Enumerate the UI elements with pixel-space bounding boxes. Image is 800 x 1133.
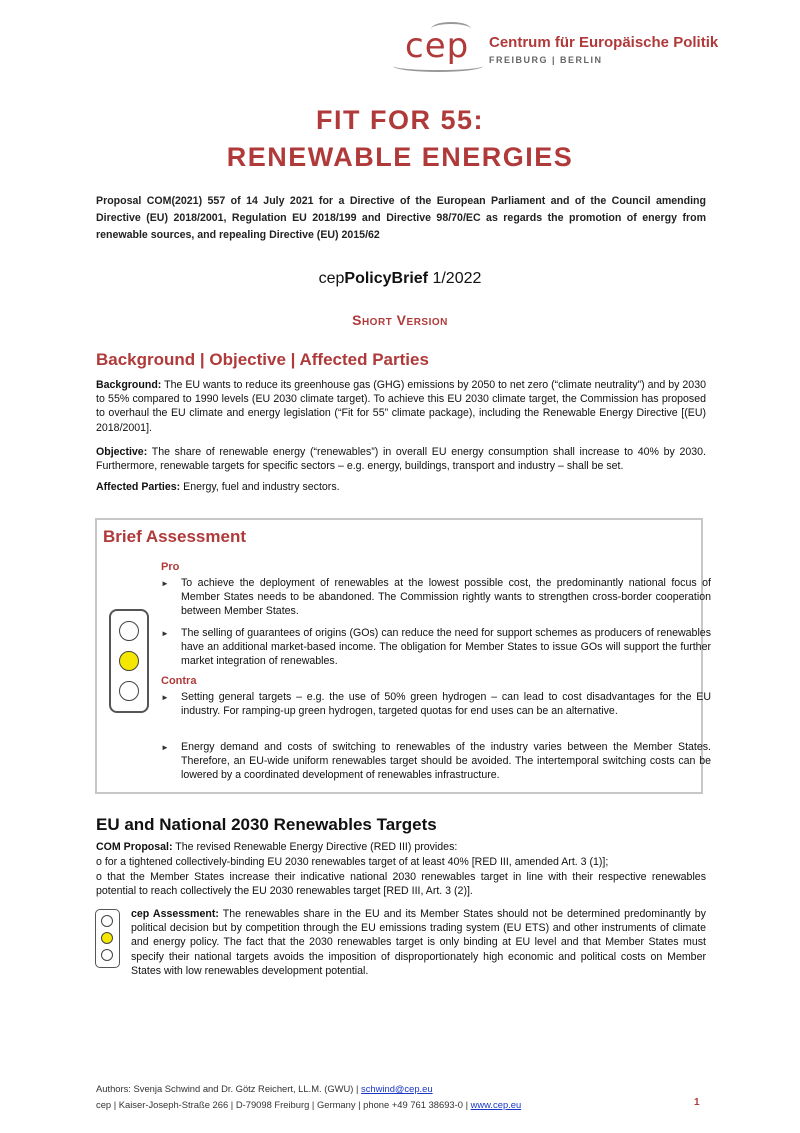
short-version-label: Short Version	[352, 312, 448, 328]
cep-logo	[393, 22, 773, 74]
brief-assessment-heading: Brief Assessment	[103, 527, 246, 546]
pro-label: Pro	[161, 561, 180, 573]
author-email-link[interactable]: schwind@cep.eu	[361, 1083, 433, 1094]
targets-heading: EU and National 2030 Renewables Targets	[96, 815, 437, 834]
bullet-triangle-icon: ►	[161, 743, 169, 752]
traffic-light-middle-lamp	[119, 651, 139, 671]
affected-parties-paragraph	[96, 480, 706, 494]
footer-authors-line	[96, 1081, 706, 1097]
target-list-item	[96, 870, 706, 898]
org-name: Centrum für Europäische Politik	[489, 34, 719, 51]
traffic-light-top-lamp	[119, 621, 139, 641]
footer-address-line	[96, 1097, 706, 1113]
objective-text: The share of renewable energy (“renewables”) in overall EU energy consumption shall increase to 40% by 2030. Furthermore, renewable targets for specific sectors – e.g. energy, buildings, transport and industry – shall be set.	[96, 446, 706, 473]
policy-brief-number: 1/2022	[432, 270, 482, 287]
bullet-triangle-icon: ►	[161, 693, 169, 702]
logo-text: cep	[405, 26, 470, 66]
traffic-light-bottom-lamp	[119, 681, 139, 701]
pro-item	[161, 626, 711, 669]
target-list-item-text: that the Member States increase their indicative national 2030 renewables target in line with their respective renewables potential to reach collectively the EU 2030 renewables target [RED III, Art. 3 (2)].	[96, 871, 706, 898]
org-locations: FREIBURG | BERLIN	[489, 55, 603, 65]
target-list-item	[96, 855, 706, 869]
policy-brief-bold: PolicyBrief	[344, 270, 428, 287]
com-proposal-paragraph	[96, 840, 706, 854]
contra-item-text: Energy demand and costs of switching to renewables of the industry varies between the Member States. Therefore, an EU-wide uniform renewables target should be avoided. The intertemporal switching costs can be lowered by a coordinated development of renewables infrastructure.	[181, 741, 711, 782]
contra-item	[161, 740, 711, 783]
objective-label: Objective:	[96, 446, 148, 458]
list-bullet-icon: o	[96, 871, 108, 883]
background-heading: Background | Objective | Affected Parties	[96, 350, 429, 369]
proposal-reference: Proposal COM(2021) 557 of 14 July 2021 for a Directive of the European Parliament and of the Council amending Directive (EU) 2018/2001, Regulation EU 2018/199 and Directive 98/70/EC as regards the promotion of energy from renewable sources, and repealing Directive (EU) 2015/62	[96, 195, 706, 241]
traffic-light-icon	[109, 609, 149, 713]
objective-paragraph	[96, 445, 706, 473]
traffic-light-middle-lamp	[101, 932, 113, 944]
page-title-line-1: FIT FOR 55:	[315, 105, 484, 135]
com-proposal-label: COM Proposal:	[96, 841, 173, 853]
page-title-line-2: RENEWABLE ENERGIES	[226, 142, 574, 172]
contra-item-text: Setting general targets – e.g. the use of 50% green hydrogen – can lead to cost disadvantages for the EU industry. For ramping-up green hydrogen, targeted quotas for end uses can be an alternative.	[181, 691, 711, 718]
pro-item-text: The selling of guarantees of origins (GOs) can reduce the need for support schemes as producers of renewables have an additional market-based income. The obligation for Member States to issue GOs will support the further market integration of renewables.	[181, 627, 711, 668]
target-list-item-text: for a tightened collectively-binding EU 2030 renewables target of at least 40% [RED III, amended Art. 3 (1)];	[104, 856, 609, 868]
website-link[interactable]: www.cep.eu	[470, 1099, 522, 1110]
contra-item	[161, 690, 711, 718]
policy-brief-prefix: cep	[318, 270, 345, 287]
com-proposal-text: The revised Renewable Energy Directive (RED III) provides:	[175, 841, 458, 853]
background-paragraph	[96, 378, 706, 435]
cep-assessment-label: cep Assessment:	[131, 908, 219, 920]
list-bullet-icon: o	[96, 856, 105, 868]
policy-brief-label	[0, 270, 800, 288]
footer	[96, 1081, 706, 1113]
pro-item-text: To achieve the deployment of renewables at the lowest possible cost, the predominantly national focus of Member States needs to be abandoned. The Commission rightly wants to strengthen cross-border cooperation between Member States.	[181, 577, 711, 618]
bullet-triangle-icon: ►	[161, 579, 169, 588]
background-text: The EU wants to reduce its greenhouse gas (GHG) emissions by 2050 to net zero (“climate neutrality”) and by 2030 to 55% compared to 1990 levels (EU 2030 climate target). To achieve this EU 2030 climate target, the Commission has proposed to overhaul the EU climate and energy legislation (“Fit for 55” climate package), including the Renewable Energy Directive [(EU) 2018/2001].	[96, 379, 706, 434]
footer-address: cep | Kaiser-Joseph-Straße 266 | D-79098 Freiburg | Germany | phone +49 761 38693-0 |	[96, 1099, 469, 1110]
logo-arc-bottom	[393, 60, 483, 72]
affected-parties-text: Energy, fuel and industry sectors.	[183, 481, 340, 493]
pro-item	[161, 576, 711, 619]
traffic-light-bottom-lamp	[101, 949, 113, 961]
traffic-light-top-lamp	[101, 915, 113, 927]
cep-assessment-text: The renewables share in the EU and its Member States should not be determined predominantly by political decision but by competition through the EU emissions trading system (EU ETS) and other instruments of climate and energy policy. The fact that the 2030 renewables target is only binding at EU level and that Member States must specify their national targets avoids the imposition of disproportionately high economic and political costs on Member States with low renewables development potential.	[131, 908, 706, 977]
cep-assessment-paragraph	[131, 907, 706, 978]
bullet-triangle-icon: ►	[161, 629, 169, 638]
contra-label: Contra	[161, 675, 197, 687]
page-number: 1	[694, 1097, 700, 1108]
traffic-light-small-icon	[95, 909, 120, 968]
footer-authors: Authors: Svenja Schwind and Dr. Götz Reichert, LL.M. (GWU) |	[96, 1083, 359, 1094]
affected-parties-label: Affected Parties:	[96, 481, 181, 493]
background-label: Background:	[96, 379, 162, 391]
